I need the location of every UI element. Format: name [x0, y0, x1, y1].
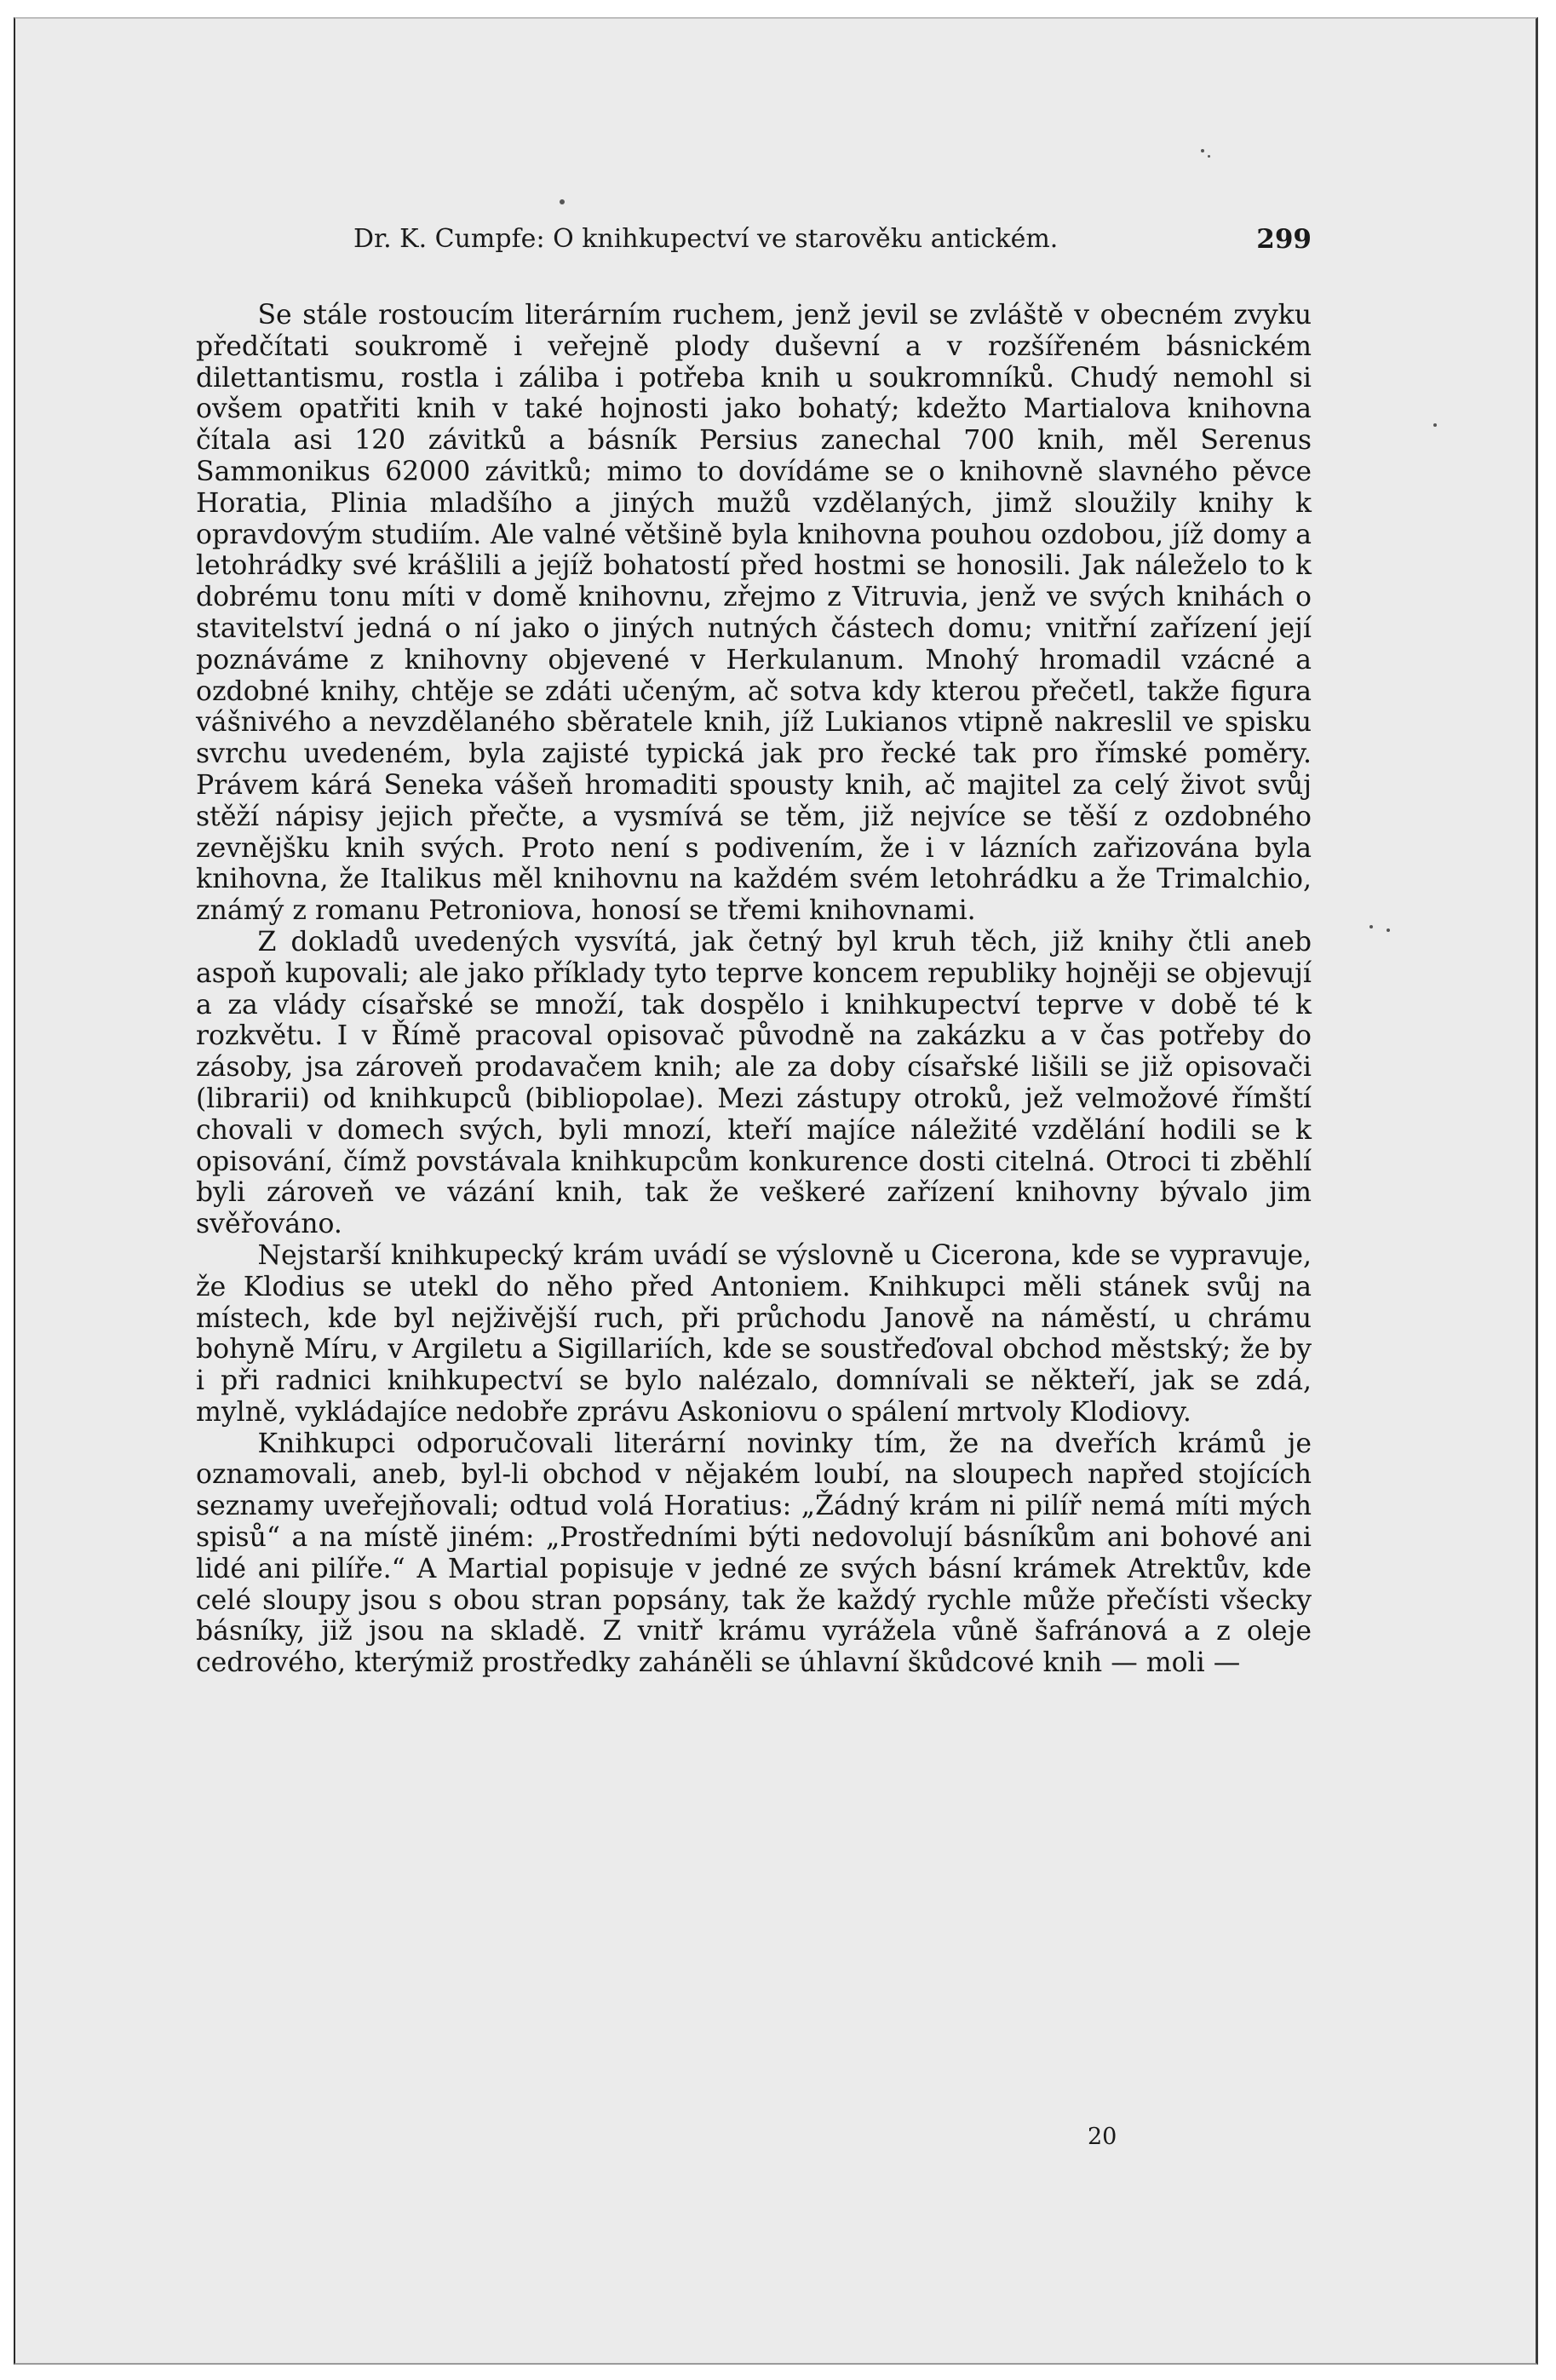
paragraph: Knihkupci odporučovali literární novinky tím, že na dveřích krámů je oznamovali, aneb, byl-li obchod v nějakém loubí, na sloupech napřed stojících seznamy uveřejňovali; odtud volá Horatius: „Žádný krám ni pilíř nemá míti mých spisů“ a na místě jiném: „Prostředními býti nedovolují básníkům ani bohové ani lidé ani pilíře.“ A Martial popisuje v jedné ze svých básní krámek Atrektův, kde celé sloupy jsou s obou stran popsány, tak že každý rychle může přečísti všecky básníky, již jsou na skladě. Z vnitř krámu vyrážela vůně šafránová a z oleje cedrového, kterýmiž prostředky zaháněli se úhlavní škůdcové knih — moli — — [196, 1428, 1312, 1679]
ink-speck — [560, 199, 565, 204]
body-text — [196, 300, 1312, 1679]
ink-speck — [1208, 155, 1210, 158]
paragraph: Se stále rostoucím literárním ruchem, jenž jevil se zvláště v obecném zvyku předčítati soukromě i veřejně plody duševní a v rozšířeném básnickém dilettantismu, rostla i záliba i potřeba knih u soukromníků. Chudý nemohl si ovšem opatřiti knih v také hojnosti jako bohatý; kdežto Martialova knihovna čítala asi 120 závitků a básník Persius zanechal 700 knih, měl Serenus Sammonikus 62000 závitků; mimo to dovídáme se o knihovně slavného pěvce Horatia, Plinia mladšího a jiných mužů vzdělaných, jimž sloužily knihy k opravdovým studiím. Ale valné většině byla knihovna pouhou ozdobou, jíž domy a letohrádky své krášlili a jejíž bohatostí před hostmi se honosili. Jak náleželo to k dobrému tonu míti v domě knihovnu, zřejmo z Vitruvia, jenž ve svých knihách o stavitelství jedná o ní jako o jiných nutných částech domu; vnitřní zařízení její poznáváme z knihovny objevené v Herkulanum. Mnohý hromadil vzácné a ozdobné knihy, chtěje se zdáti učeným, ač sotva kdy kterou přečetl, takže figura vášnivého a nevzdělaného sběratele knih, jíž Lukianos vtipně nakreslil ve spisku svrchu uvedeném, byla zajisté typická jak pro řecké tak pro římské poměry. Právem kárá Seneka vášeň hromaditi spousty knih, ač majitel za celý život svůj stěží nápisy jejich přečte, a vysmívá se těm, již nejvíce se těší z ozdobného zevnějšku knih svých. Proto není s podivením, že i v lázních zařizována byla knihovna, že Italikus měl knihovnu na každém svém letohrádku a že Trimalchio, známý z romanu Petroniova, honosí se třemi knihovnami. — [196, 300, 1312, 927]
ink-speck — [1201, 149, 1204, 152]
ink-speck — [1433, 423, 1437, 427]
paragraph: Nejstarší knihkupecký krám uvádí se výslovně u Cicerona, kde se vypravuje, že Klodius se utekl do něho před Antoniem. Knihkupci měli stánek svůj na místech, kde byl nejživější ruch, při průchodu Janově na náměstí, u chrámu bohyně Míru, v Argiletu a Sigillariích, kde se soustřeďoval obchod městský; že by i při radnici knihkupectví se bylo nalézalo, domnívali se někteří, jak se zdá, mylně, vykládajíce nedobře zprávu Askoniovu o spálení mrtvoly Klodiovy. — [196, 1239, 1312, 1428]
page-number: 299 — [1256, 224, 1312, 255]
paragraph: Z dokladů uvedených vysvítá, jak četný byl kruh těch, již knihy čtli aneb aspoň kupovali; ale jako příklady tyto teprve koncem republiky hojněji se objevují a za vlády císařské se množí, tak dospělo i knihkupectví teprve v době té k rozkvětu. I v Římě pracoval opisovač původně na zakázku a v čas potřeby do zásoby, jsa zároveň prodavačem knih; ale za doby císařské lišili se již opisovači (librarii) od knihkupců (bibliopolae). Mezi zástupy otroků, jež velmožové římští chovali v domech svých, byli mnozí, kteří majíce náležité vzdělání hodili se k opisování, čímž povstávala knihkupcům konkurence dosti citelná. Otroci ti zběhlí byli zároveň ve vázání knih, tak že veškeré zařízení knihovny bývalo jim svěřováno. — [196, 926, 1312, 1240]
running-header — [353, 218, 1312, 261]
ink-speck — [1387, 928, 1390, 932]
running-title: Dr. K. Cumpfe: O knihkupectví ve starověku antickém. — [353, 224, 1059, 254]
ink-speck — [1369, 925, 1373, 928]
signature-mark: 20 — [1088, 2124, 1117, 2150]
